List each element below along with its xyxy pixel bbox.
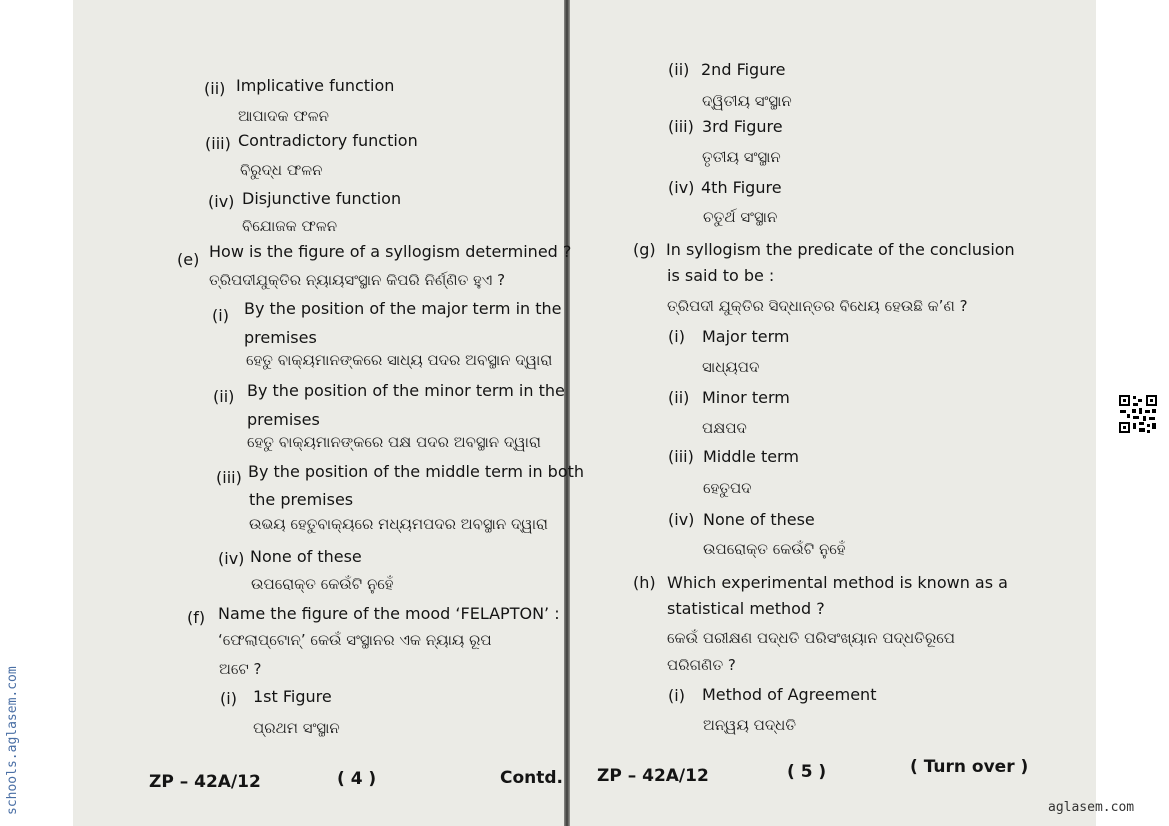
option-number: (iv)	[218, 549, 245, 568]
option-text: 3rd Figure	[702, 117, 783, 136]
option-number: (iv)	[208, 192, 235, 211]
option-text: Major term	[702, 327, 790, 346]
option-text: Method of Agreement	[702, 685, 877, 704]
option-text: By the position of the minor term in the	[247, 381, 565, 400]
question-label: (f)	[187, 608, 206, 627]
option-number: (ii)	[213, 387, 235, 406]
option-number: (iii)	[668, 117, 694, 136]
option-text-odia: ଦ୍ୱିତୀୟ ସଂସ୍ଥାନ	[702, 92, 792, 110]
option-text-odia: ପକ୍ଷପଦ	[702, 419, 747, 437]
option-text-odia: ସାଧ୍ୟପଦ	[702, 358, 760, 376]
option-text: 1st Figure	[253, 687, 332, 706]
corner-watermark: aglasem.com	[1048, 800, 1135, 815]
question-text: statistical method ?	[667, 599, 825, 618]
option-number: (i)	[220, 689, 237, 708]
option-text: Implicative function	[236, 76, 395, 95]
option-number: (ii)	[668, 60, 690, 79]
option-text: the premises	[249, 490, 354, 509]
qr-code-icon	[1118, 394, 1158, 434]
option-number: (iii)	[205, 134, 231, 153]
question-text: In syllogism the predicate of the conclusion	[666, 240, 1015, 259]
page-number: ( 4 )	[337, 769, 377, 789]
option-text: Minor term	[702, 388, 790, 407]
option-text: Middle term	[703, 447, 799, 466]
question-label: (g)	[633, 240, 656, 259]
option-text: None of these	[250, 547, 362, 566]
question-text: is said to be :	[667, 266, 775, 285]
option-text: Contradictory function	[238, 131, 418, 150]
option-text: None of these	[703, 510, 815, 529]
option-text-odia: ହେତୁ ବାକ୍ୟମାନଙ୍କରେ ସାଧ୍ୟ ପଦର ଅବସ୍ଥାନ ଦ୍ୱାରା	[246, 351, 553, 369]
paper-code: ZP – 42A/12	[149, 772, 261, 792]
option-text-odia: ହେତୁ ବାକ୍ୟମାନଙ୍କରେ ପକ୍ଷ ପଦର ଅବସ୍ଥାନ ଦ୍ୱାରା	[247, 433, 541, 451]
question-text: Name the figure of the mood ‘FELAPTON’ :	[218, 604, 560, 623]
option-number: (i)	[668, 686, 685, 705]
question-label: (h)	[633, 573, 656, 592]
option-text-odia: ବିଯୋଜକ ଫଳନ	[242, 217, 338, 235]
turn-over-label: ( Turn over )	[910, 757, 1029, 777]
option-text-odia: ଉଭୟ ହେତୁବାକ୍ୟରେ ମଧ୍ୟମପଦର ଅବସ୍ଥାନ ଦ୍ୱାରା	[249, 515, 548, 533]
option-text-odia: ଉପରୋକ୍ତ କେଉଁଟି ନୁହେଁ	[251, 575, 394, 593]
option-text: Disjunctive function	[242, 189, 402, 208]
option-text-odia: ପ୍ରଥମ ସଂସ୍ଥାନ	[253, 719, 340, 737]
option-text-odia: ଆପାଦକ ଫଳନ	[238, 107, 329, 125]
question-text-odia: ‘ଫେଲାପ୍ଟୋନ୍’ କେଉଁ ସଂସ୍ଥାନର ଏକ ନ୍ୟାୟ ରୂପ	[218, 631, 492, 649]
option-text-odia: ଉପରୋକ୍ତ କେଉଁଟି ନୁହେଁ	[703, 540, 846, 558]
option-number: (i)	[668, 327, 685, 346]
option-text: premises	[244, 328, 317, 347]
option-text: 2nd Figure	[701, 60, 786, 79]
option-text: premises	[247, 410, 320, 429]
option-text-odia: ଚତୁର୍ଥ ସଂସ୍ଥାନ	[703, 208, 778, 226]
paper-code: ZP – 42A/12	[597, 766, 709, 786]
option-text-odia: ଅନ୍ୱୟ ପଦ୍ଧତି	[703, 716, 797, 734]
side-watermark: schools.aglasem.com	[5, 666, 20, 815]
question-text-odia: ଅଟେ ?	[219, 660, 262, 678]
question-text: How is the figure of a syllogism determined ?	[209, 242, 572, 261]
option-text: By the position of the middle term in both	[248, 462, 585, 481]
option-text: 4th Figure	[701, 178, 782, 197]
option-number: (iv)	[668, 178, 695, 197]
question-text-odia: କେଉଁ ପରୀକ୍ଷଣ ପଦ୍ଧତି ପରିସଂଖ୍ୟାନ ପଦ୍ଧତିରୂପେ	[667, 629, 955, 647]
question-label: (e)	[177, 250, 200, 269]
page-fold	[564, 0, 570, 826]
option-text-odia: ତୃତୀୟ ସଂସ୍ଥାନ	[702, 148, 781, 166]
option-number: (ii)	[204, 79, 226, 98]
option-text: By the position of the major term in the	[244, 299, 562, 318]
option-number: (i)	[212, 306, 229, 325]
option-number: (iii)	[668, 447, 694, 466]
question-text-odia: ତ୍ରିପଦୀ ଯୁକ୍ତିର ସିଦ୍ଧାନ୍ତର ବିଧେୟ ହେଉଛି କ’ଣ ?	[667, 297, 968, 315]
option-text-odia: ହେତୁପଦ	[703, 479, 752, 497]
option-number: (ii)	[668, 388, 690, 407]
option-number: (iv)	[668, 510, 695, 529]
option-text-odia: ବିରୁଦ୍ଧ ଫଳନ	[240, 161, 323, 179]
page-number: ( 5 )	[787, 762, 827, 782]
question-text: Which experimental method is known as a	[667, 573, 1008, 592]
contd-label: Contd.	[500, 768, 564, 788]
question-text-odia: ପରିଗଣିତ ?	[667, 656, 736, 674]
question-text-odia: ତ୍ରିପଦୀଯୁକ୍ତିର ନ୍ୟାୟସଂସ୍ଥାନ କିପରି ନିର୍ଣ୍ଣିତ ହୁଏ ?	[209, 271, 506, 289]
option-number: (iii)	[216, 468, 242, 487]
